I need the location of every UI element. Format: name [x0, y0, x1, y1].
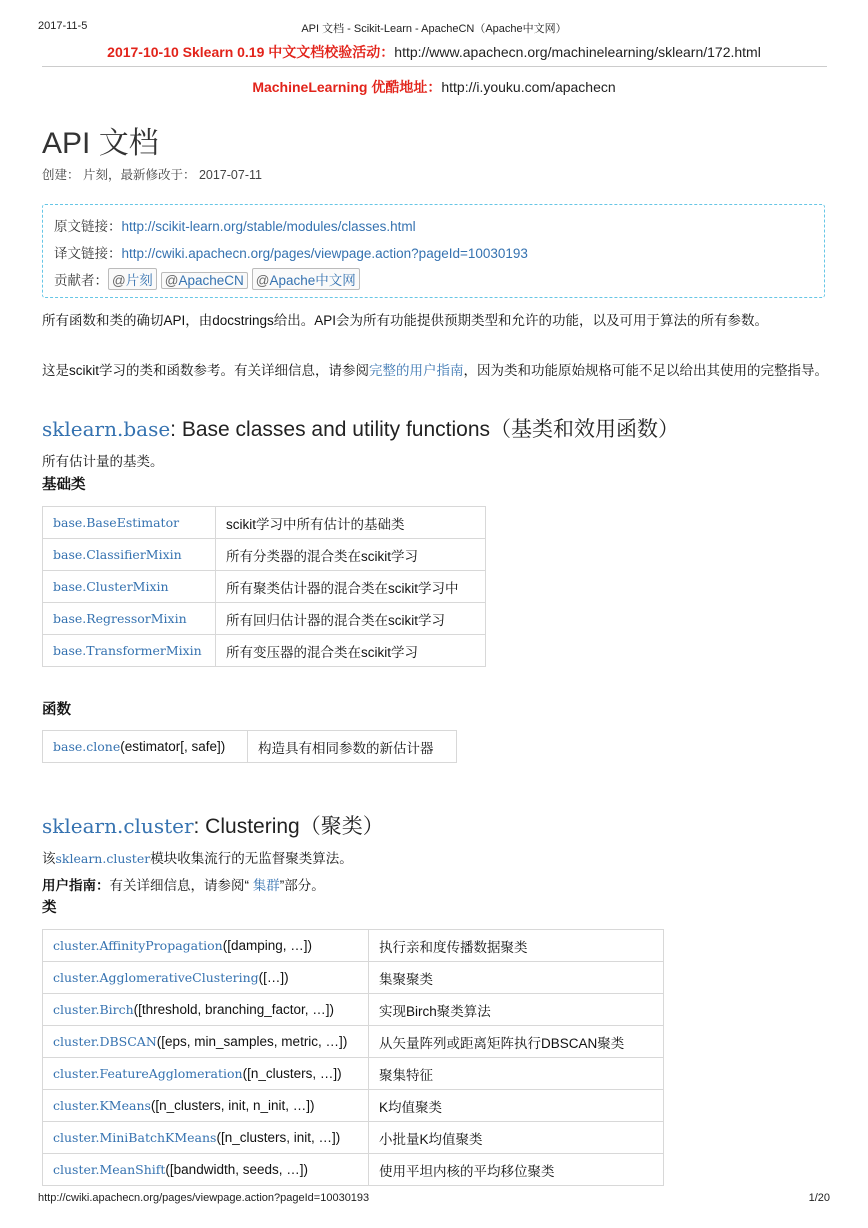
- intro-paragraph: 所有函数和类的确切API，由docstrings给出。API会为所有功能提供预期类型和允许的功能，以及可用于算法的所有参数。: [42, 313, 769, 328]
- reference-paragraph: 这是scikit学习的类和函数参考。有关详细信息，请参阅完整的用户指南，因为类和功能原始规格可能不足以给出其使用的完整指导。: [42, 363, 828, 378]
- table-row: [43, 507, 486, 539]
- module-name[interactable]: sklearn.cluster: [42, 814, 194, 838]
- banner-youku-label: MachineLearning 优酷地址：: [252, 79, 442, 95]
- banner-activity-link[interactable]: http://www.apachecn.org/machinelearning/sklearn/172.html: [394, 44, 761, 60]
- print-footer-url: http://cwiki.apachecn.org/pages/viewpage.action?pageId=10030193: [38, 1192, 370, 1204]
- table-row: [43, 635, 486, 667]
- api-link[interactable]: base.TransformerMixin: [53, 643, 202, 658]
- api-description: 聚集特征: [369, 1058, 664, 1090]
- api-description: scikit学习中所有估计的基础类: [216, 507, 486, 539]
- cluster-classes-table: [42, 929, 664, 1186]
- subheading-base-classes: 基础类: [42, 477, 86, 493]
- api-description: 所有聚类估计器的混合类在scikit学习中: [216, 571, 486, 603]
- api-link[interactable]: base.clone: [53, 739, 121, 754]
- api-link[interactable]: cluster.MeanShift: [53, 1162, 166, 1177]
- api-description: K均值聚类: [369, 1090, 664, 1122]
- translation-link-line: [54, 242, 528, 262]
- original-link-label: 原文链接：: [54, 219, 122, 234]
- contributors-label: 贡献者：: [54, 273, 108, 288]
- original-link-line: [54, 215, 416, 235]
- table-row: cluster.MeanShift([bandwidth, seeds, …]) 使用平坦内核的平均移位聚类: [43, 1154, 664, 1186]
- base-functions-table: [42, 730, 457, 763]
- print-title: API 文档 - Scikit-Learn - ApacheCN（Apache中文网）: [301, 23, 567, 35]
- api-description: 执行亲和度传播数据聚类: [369, 930, 664, 962]
- module-name[interactable]: sklearn.base: [42, 417, 171, 441]
- api-description: 从矢量阵列或距离矩阵执行DBSCAN聚类: [369, 1026, 664, 1058]
- contributor-tag[interactable]: @Apache中文网: [252, 268, 360, 290]
- table-row: cluster.MiniBatchKMeans([n_clusters, init, …]) 小批量K均值聚类: [43, 1122, 664, 1154]
- banner-youku-link[interactable]: http://i.youku.com/apachecn: [441, 79, 616, 95]
- table-row: base.clone(estimator[, safe]) 构造具有相同参数的新估计器: [43, 731, 457, 763]
- api-description: 所有变压器的混合类在scikit学习: [216, 635, 486, 667]
- table-row: cluster.AffinityPropagation([damping, …]) 执行亲和度传播数据聚类: [43, 930, 664, 962]
- table-row: cluster.AgglomerativeClustering([…]) 集聚聚类: [43, 962, 664, 994]
- base-classes-table: [42, 506, 486, 667]
- api-description: 使用平坦内核的平均移位聚类: [369, 1154, 664, 1186]
- api-description: 实现Birch聚类算法: [369, 994, 664, 1026]
- api-description: 构造具有相同参数的新估计器: [248, 731, 457, 763]
- clustering-guide-link[interactable]: 集群: [252, 878, 280, 893]
- banner-activity: [0, 42, 868, 62]
- original-link[interactable]: http://scikit-learn.org/stable/modules/classes.html: [121, 219, 416, 234]
- subheading-cluster-classes: 类: [42, 900, 57, 916]
- section-heading-cluster: sklearn.cluster: Clustering（聚类）: [42, 814, 384, 838]
- contributor-tag[interactable]: @片刻: [108, 268, 157, 290]
- api-link[interactable]: cluster.KMeans: [53, 1098, 151, 1113]
- banner-youku: [0, 77, 868, 97]
- user-guide-note: 用户指南：有关详细信息，请参阅“ 集群”部分。: [42, 878, 325, 893]
- subheading-functions: 函数: [42, 702, 71, 718]
- api-link[interactable]: cluster.Birch: [53, 1002, 134, 1017]
- print-date: 2017-11-5: [38, 20, 88, 32]
- table-row: [43, 603, 486, 635]
- translation-link[interactable]: http://cwiki.apachecn.org/pages/viewpage.action?pageId=10030193: [121, 246, 528, 261]
- api-link[interactable]: cluster.AgglomerativeClustering: [53, 970, 259, 985]
- api-description: 所有回归估计器的混合类在scikit学习: [216, 603, 486, 635]
- api-link[interactable]: base.ClassifierMixin: [53, 547, 182, 562]
- table-row: cluster.KMeans([n_clusters, init, n_init, …]) K均值聚类: [43, 1090, 664, 1122]
- section-description: 所有估计量的基类。: [42, 454, 164, 469]
- api-link[interactable]: cluster.FeatureAgglomeration: [53, 1066, 243, 1081]
- api-description: 集聚聚类: [369, 962, 664, 994]
- divider: [42, 66, 827, 67]
- page-meta: 创建： 片刻，最新修改于： 2017-07-11: [42, 168, 262, 182]
- user-guide-link[interactable]: 完整的用户指南: [369, 363, 464, 378]
- page-title: API 文档: [42, 127, 159, 160]
- table-row: [43, 539, 486, 571]
- section-description: 该sklearn.cluster模块收集流行的无监督聚类算法。: [42, 851, 353, 866]
- translation-link-label: 译文链接：: [54, 246, 122, 261]
- print-page-number: 1/20: [808, 1192, 830, 1204]
- api-link[interactable]: cluster.MiniBatchKMeans: [53, 1130, 217, 1145]
- api-description: 小批量K均值聚类: [369, 1122, 664, 1154]
- banner-activity-label: 2017-10-10 Sklearn 0.19 中文文档校验活动：: [107, 44, 395, 60]
- api-description: 所有分类器的混合类在scikit学习: [216, 539, 486, 571]
- table-row: cluster.Birch([threshold, branching_factor, …]) 实现Birch聚类算法: [43, 994, 664, 1026]
- api-link[interactable]: base.ClusterMixin: [53, 579, 169, 594]
- table-row: [43, 571, 486, 603]
- table-row: cluster.DBSCAN([eps, min_samples, metric, …]) 从矢量阵列或距离矩阵执行DBSCAN聚类: [43, 1026, 664, 1058]
- table-row: cluster.FeatureAgglomeration([n_clusters, …]) 聚集特征: [43, 1058, 664, 1090]
- section-heading-base: sklearn.base: Base classes and utility functions（基类和效用函数）: [42, 417, 680, 441]
- contributor-tag[interactable]: @ApacheCN: [161, 272, 248, 289]
- api-link[interactable]: base.RegressorMixin: [53, 611, 187, 626]
- contributors-line: [54, 268, 364, 290]
- api-link[interactable]: cluster.AffinityPropagation: [53, 938, 223, 953]
- api-link[interactable]: cluster.DBSCAN: [53, 1034, 157, 1049]
- inline-code: sklearn.cluster: [55, 851, 151, 866]
- api-link[interactable]: base.BaseEstimator: [53, 515, 180, 530]
